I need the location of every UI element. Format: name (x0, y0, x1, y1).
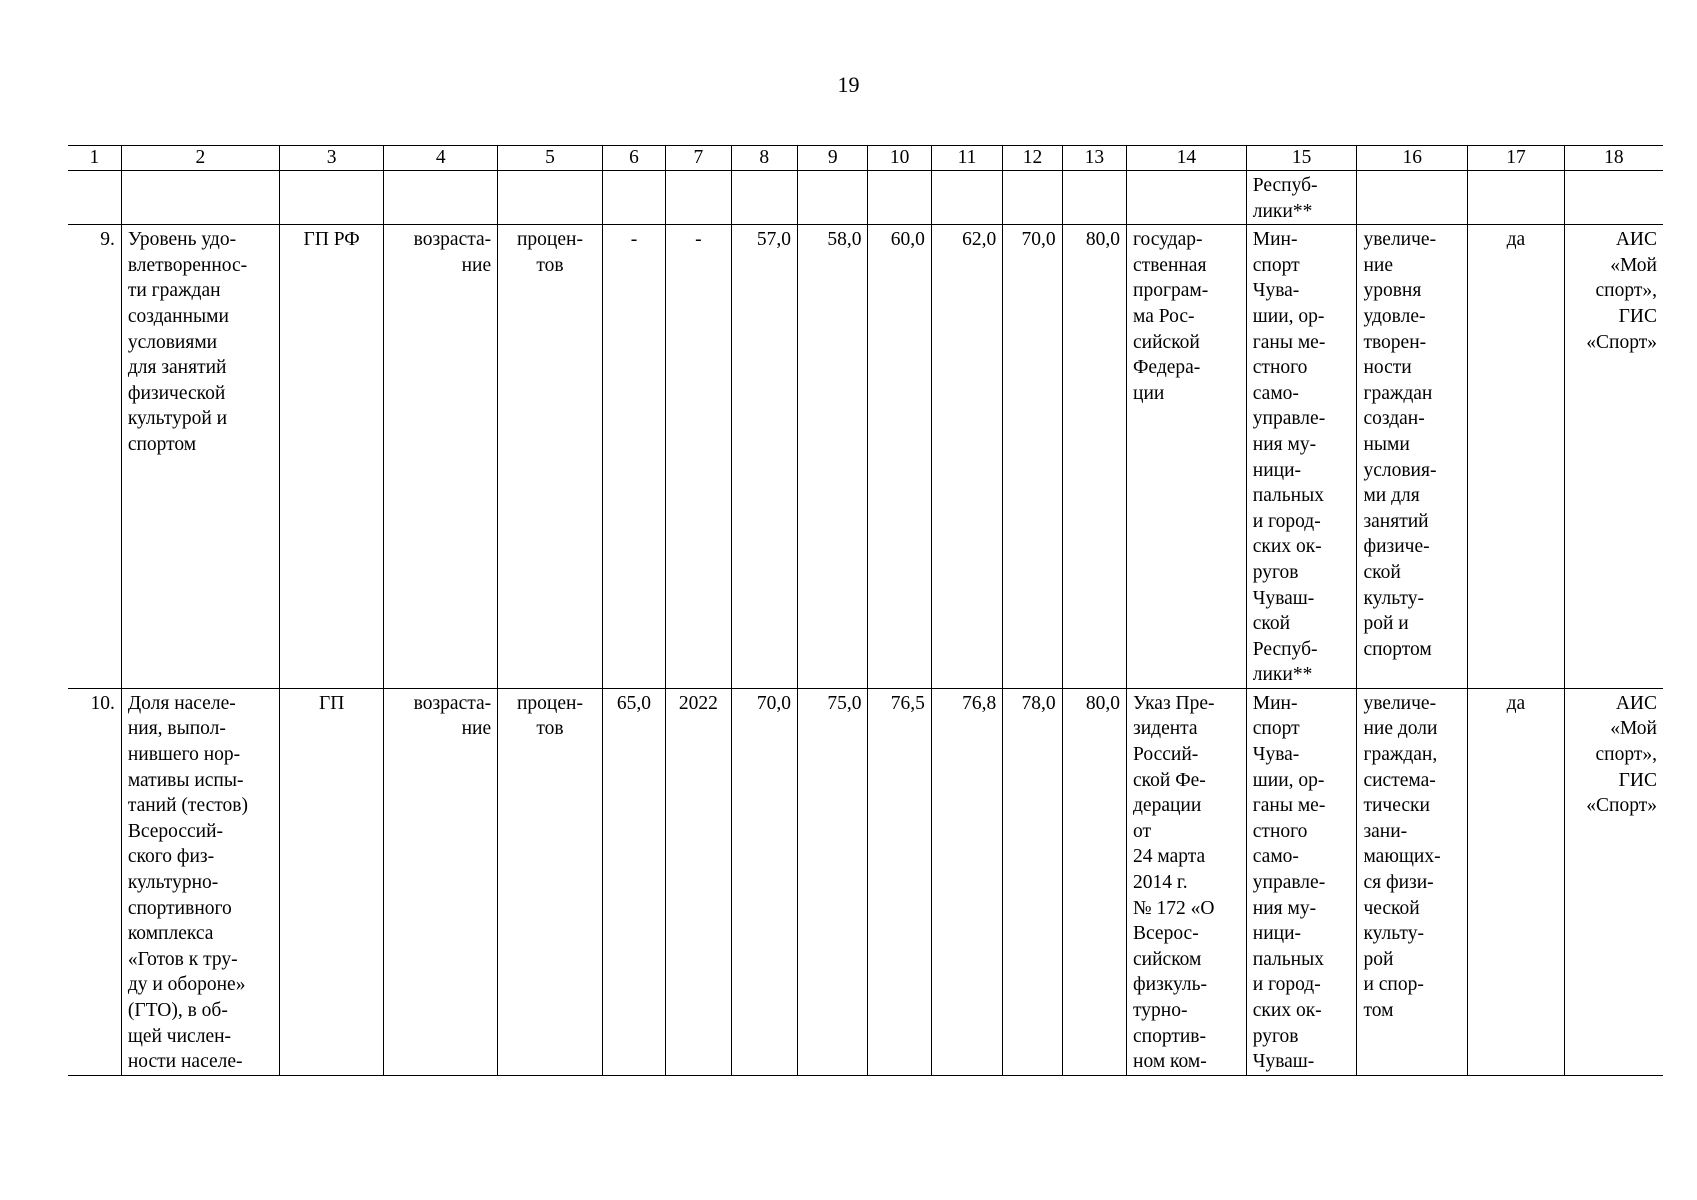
base-document: государ- ственная програм- ма Рос- сийской Федера- ции (1127, 225, 1247, 689)
header-cell: 9 (798, 146, 868, 171)
header-cell: 4 (384, 146, 498, 171)
indicator-type: ГП РФ (279, 225, 384, 689)
indicator-type: ГП (279, 688, 384, 1075)
header-cell: 15 (1246, 146, 1357, 171)
base-value: - (602, 225, 665, 689)
info-system: АИС «Мой спорт», ГИС «Спорт» (1564, 225, 1663, 689)
expected-result: увеличе- ние уровня удовле- творен- ности граждан создан- ными условия- ми для занятий физиче- ской культу- рой и спортом (1357, 225, 1468, 689)
header-cell: 10 (868, 146, 931, 171)
page-number: 19 (837, 72, 860, 97)
value-cell: 80,0 (1062, 225, 1126, 689)
continuation-responsible: Респуб- лики** (1246, 171, 1357, 225)
header-cell: 11 (931, 146, 1002, 171)
header-cell: 1 (68, 146, 121, 171)
value-cell: 76,5 (868, 688, 931, 1075)
indicator-direction: возраста- ние (384, 688, 498, 1075)
row-number: 9. (68, 225, 121, 689)
header-cell: 2 (121, 146, 279, 171)
expected-result: увеличе- ние доли граждан, система- тически зани- мающих- ся физи- ческой культу- рой и спор- том (1357, 688, 1468, 1075)
base-year: - (666, 225, 731, 689)
table-row (68, 225, 1663, 689)
table-row (68, 688, 1663, 1075)
value-cell: 78,0 (1003, 688, 1062, 1075)
value-cell: 57,0 (731, 225, 797, 689)
header-cell: 6 (602, 146, 665, 171)
value-cell: 76,8 (931, 688, 1002, 1075)
value-cell: 70,0 (1003, 225, 1062, 689)
header-cell: 13 (1062, 146, 1126, 171)
header-cell: 7 (666, 146, 731, 171)
value-cell: 62,0 (931, 225, 1002, 689)
indicator-direction: возраста- ние (384, 225, 498, 689)
header-cell: 14 (1127, 146, 1247, 171)
value-cell: 70,0 (731, 688, 797, 1075)
flag-cell: да (1468, 225, 1565, 689)
header-cell: 18 (1564, 146, 1663, 171)
value-cell: 75,0 (798, 688, 868, 1075)
base-year: 2022 (666, 688, 731, 1075)
indicator-name: Уровень удо- влетвореннос- ти граждан созданными условиями для занятий физической культурой и спортом (121, 225, 279, 689)
flag-cell: да (1468, 688, 1565, 1075)
indicator-unit: процен- тов (498, 225, 603, 689)
indicator-unit: процен- тов (498, 688, 603, 1075)
base-document: Указ Пре- зидента Россий- ской Фе- дерации от 24 марта 2014 г. № 172 «О Всерос- сийском физкуль- турно- спортив- ном ком- (1127, 688, 1247, 1075)
value-cell: 60,0 (868, 225, 931, 689)
header-cell: 16 (1357, 146, 1468, 171)
row-number: 10. (68, 688, 121, 1075)
header-cell: 8 (731, 146, 797, 171)
info-system: АИС «Мой спорт», ГИС «Спорт» (1564, 688, 1663, 1075)
header-cell: 12 (1003, 146, 1062, 171)
indicator-name: Доля населе- ния, выпол- нившего нор- мативы испы- таний (тестов) Всероссий- ского физ- культурно- спортивного комплекса «Готов к тру- ду и обороне» (ГТО), в об- щей числен- ности населе- (121, 688, 279, 1075)
header-cell: 5 (498, 146, 603, 171)
value-cell: 80,0 (1062, 688, 1126, 1075)
indicators-table (68, 145, 1663, 1076)
header-cell: 17 (1468, 146, 1565, 171)
continuation-row (68, 171, 1663, 225)
value-cell: 58,0 (798, 225, 868, 689)
header-cell: 3 (279, 146, 384, 171)
column-number-row (68, 146, 1663, 171)
responsible: Мин- спорт Чува- шии, ор- ганы ме- стного само- управле- ния му- ници- пальных и город- ских ок- ругов Чуваш- ской Респуб- лики** (1246, 225, 1357, 689)
base-value: 65,0 (602, 688, 665, 1075)
responsible: Мин- спорт Чува- шии, ор- ганы ме- стного само- управле- ния му- ници- пальных и город- ских ок- ругов Чуваш- (1246, 688, 1357, 1075)
